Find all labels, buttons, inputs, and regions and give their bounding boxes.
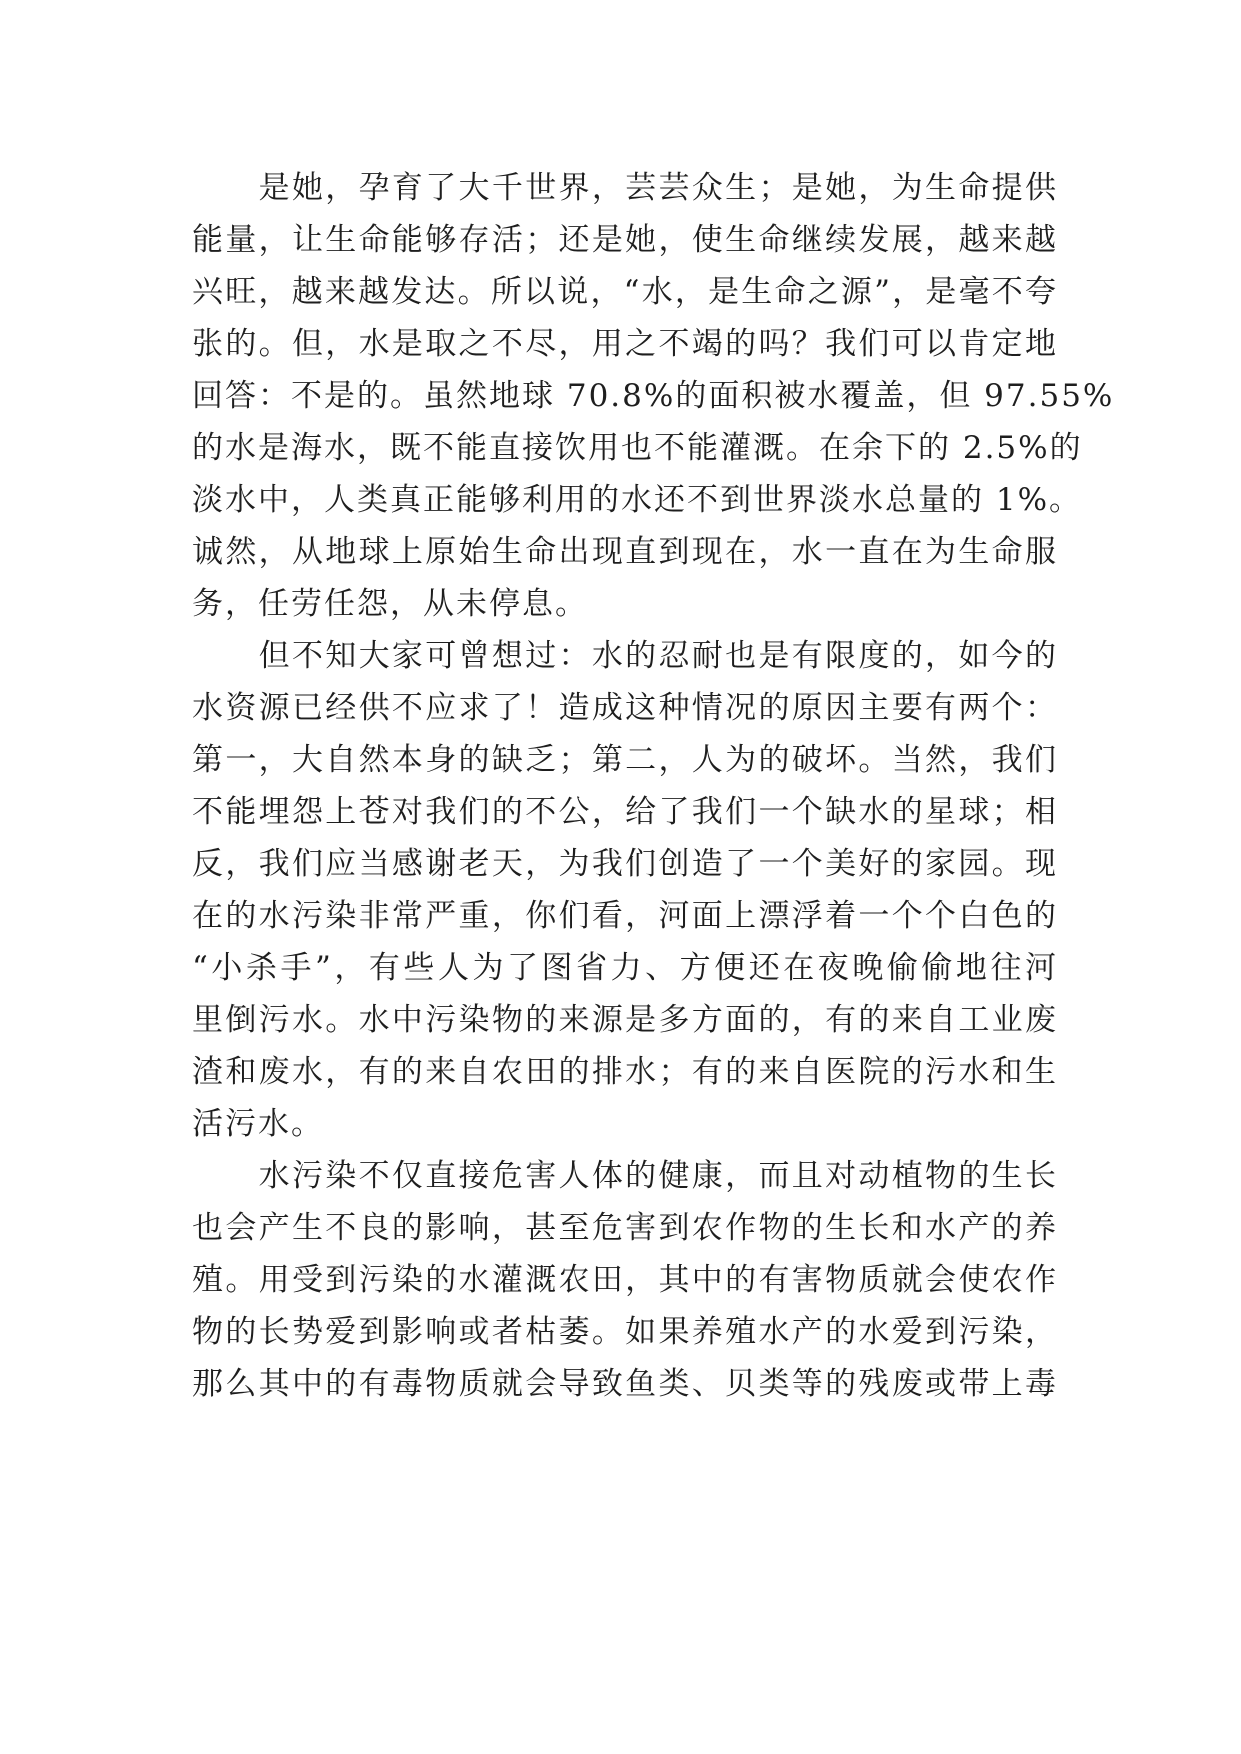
text-line: 水资源已经供不应求了！造成这种情况的原因主要有两个： <box>192 690 1058 726</box>
text-line: 诚然，从地球上原始生命出现直到现在，水一直在为生命服 <box>192 534 1058 570</box>
text-line: 回答：不是的。虽然地球 70.8%的面积被水覆盖，但 97.55% <box>192 378 1115 414</box>
text-line: 活污水。 <box>192 1106 324 1142</box>
text-line: 但不知大家可曾想过：水的忍耐也是有限度的，如今的 <box>192 638 1058 674</box>
text-line: 第一，大自然本身的缺乏；第二，人为的破坏。当然，我们 <box>192 742 1058 778</box>
text-line: 是她，孕育了大千世界，芸芸众生；是她，为生命提供 <box>192 170 1058 206</box>
text-line: 也会产生不良的影响，甚至危害到农作物的生长和水产的养 <box>192 1210 1058 1246</box>
text-line: 务，任劳任怨，从未停息。 <box>192 586 588 622</box>
text-line: 物的长势爱到影响或者枯萎。如果养殖水产的水爱到污染， <box>192 1314 1058 1350</box>
text-line: 的水是海水，既不能直接饮用也不能灌溉。在余下的 2.5%的 <box>192 430 1083 466</box>
text-line: 张的。但，水是取之不尽，用之不竭的吗？我们可以肯定地 <box>192 326 1058 362</box>
text-line: 兴旺，越来越发达。所以说，“水，是生命之源”，是毫不夸 <box>192 274 1058 310</box>
text-line: “小杀手”，有些人为了图省力、方便还在夜晚偷偷地往河 <box>192 950 1058 986</box>
text-line: 能量，让生命能够存活；还是她，使生命继续发展，越来越 <box>192 222 1058 258</box>
text-line: 在的水污染非常严重，你们看，河面上漂浮着一个个白色的 <box>192 898 1058 934</box>
text-line: 渣和废水，有的来自农田的排水；有的来自医院的污水和生 <box>192 1054 1058 1090</box>
text-line: 殖。用受到污染的水灌溉农田，其中的有害物质就会使农作 <box>192 1262 1058 1298</box>
text-line: 里倒污水。水中污染物的来源是多方面的，有的来自工业废 <box>192 1002 1058 1038</box>
text-line: 淡水中，人类真正能够利用的水还不到世界淡水总量的 1%。 <box>192 482 1083 518</box>
text-line: 水污染不仅直接危害人体的健康，而且对动植物的生长 <box>192 1158 1058 1194</box>
text-line: 反，我们应当感谢老天，为我们创造了一个美好的家园。现 <box>192 846 1058 882</box>
text-line: 不能埋怨上苍对我们的不公，给了我们一个缺水的星球；相 <box>192 794 1058 830</box>
text-line: 那么其中的有毒物质就会导致鱼类、贝类等的残废或带上毒 <box>192 1366 1058 1402</box>
